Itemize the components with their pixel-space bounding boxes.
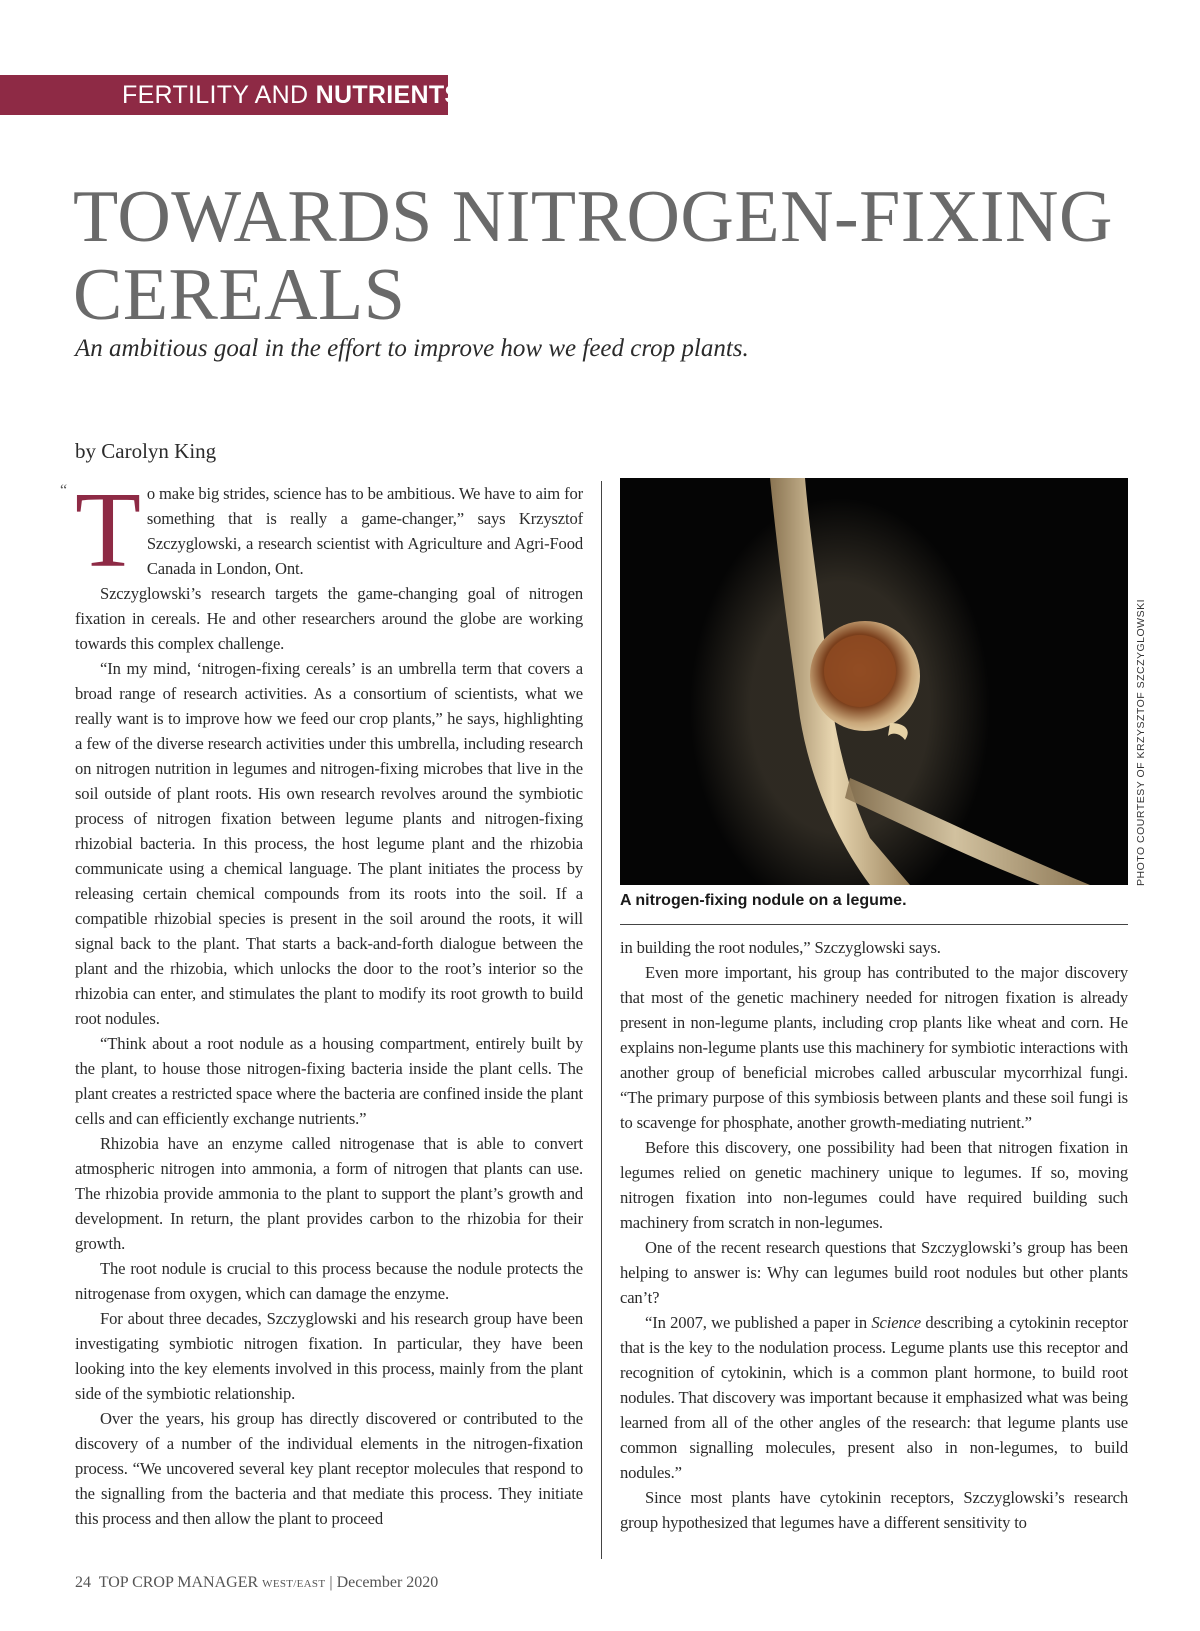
photo-caption: A nitrogen-fixing nodule on a legume. bbox=[620, 892, 907, 909]
body-paragraph: One of the recent research questions that Szczyglowski’s group has been helping to answer is: Why can legumes build root nodules but other plants can’t? bbox=[620, 1238, 1128, 1307]
nodule-photo bbox=[620, 478, 1128, 885]
caption-rule bbox=[620, 924, 1128, 925]
footer-separator: | bbox=[329, 1574, 333, 1591]
lead-text: o make big strides, science has to be ambitious. We have to aim for something that is really a game-changer,” says Krzysztof Szczyglowski, a research scientist with Agriculture and Agri-Food Canada in London, Ont. bbox=[146, 484, 583, 578]
magazine-name: TOP CROP MANAGER bbox=[98, 1574, 259, 1591]
body-paragraph: Even more important, his group has contributed to the major discovery that most of the genetic machinery needed for nitrogen fixation is already present in non-legume plants, including crop plants like wheat and corn. He explains non-legume plants use this machinery for symbiotic interactions with another group of beneficial microbes called arbuscular mycorrhizal fungi. “The primary purpose of this symbiosis between plants and these soil fungi is to scavenge for phosphate, another growth-mediating nutrient.” bbox=[620, 963, 1128, 1132]
edition-label: WEST/EAST bbox=[262, 1578, 326, 1590]
page-footer bbox=[75, 1574, 438, 1592]
body-paragraph: Over the years, his group has directly discovered or contributed to the discovery of a number of the individual elements in the nitrogen-fixation process. “We uncovered several key plant receptor molecules that respond to the signalling from the bacteria and that mediate this process. They initiate this process and then allow the plant to proceed bbox=[75, 1409, 583, 1528]
column-divider bbox=[601, 481, 602, 1559]
legume-root-nodule-image bbox=[620, 478, 1128, 885]
issue-date: December 2020 bbox=[336, 1574, 439, 1591]
section-label: FERTILITY AND bbox=[122, 81, 316, 109]
science-text-after: describing a cytokinin receptor that is the key to the nodulation process. Legume plants use this receptor and recognition of cytokinin, which is a common plant hormone, to build root nodules. That discovery was important because it emphasized what was being learned from all of the other angles of the research: that legume plants use common signalling molecules, present also in non-legumes, to build nodules.” bbox=[620, 1313, 1128, 1482]
body-paragraph: Rhizobia have an enzyme called nitrogenase that is able to convert atmospheric nitrogen into ammonia, a form of nitrogen that plants can use. The rhizobia provide ammonia to the plant to support the plant’s growth and development. In return, the plant provides carbon to the rhizobia for their growth. bbox=[75, 1134, 583, 1253]
journal-name: Science bbox=[871, 1313, 922, 1332]
body-paragraph: “In my mind, ‘nitrogen-fixing cereals’ is an umbrella term that covers a broad range of research activities. As a consortium of scientists, what we really want is to improve how we feed our crop plants,” he says, highlighting a few of the diverse research activities under this umbrella, including research on nitrogen nutrition in legumes and nitrogen-fixing microbes that live in the soil outside of plant roots. His own research revolves around the symbiotic process of nitrogen fixation between legume plants and nitrogen-fixing rhizobial bacteria. In this process, the host legume plant and the rhizobia communicate using a chemical language. The plant initiates the process by releasing certain chemical compounds from its roots into the soil. If a compatible rhizobial species is present in the soil around the roots, it will signal back to the plant. That starts a back-and-forth dialogue between the plant and the rhizobia, which unlocks the door to the root’s interior so the rhizobia can enter, and stimulates the plant to modify its root growth to build root nodules. bbox=[75, 659, 583, 1028]
body-paragraph: For about three decades, Szczyglowski and his research group have been investigating symbiotic nitrogen fixation. In particular, they have been looking into the key elements involved in this process, mainly from the plant side of the symbiotic relationship. bbox=[75, 1309, 583, 1403]
open-quote-mark: “ bbox=[60, 482, 68, 499]
body-paragraph: The root nodule is crucial to this process because the nodule protects the nitrogenase from oxygen, which can damage the enzyme. bbox=[75, 1259, 583, 1303]
section-label-bold: NUTRIENTS bbox=[315, 81, 462, 109]
lead-paragraph bbox=[75, 471, 583, 590]
photo-credit: PHOTO COURTESY OF KRZYSZTOF SZCZYGLOWSKI bbox=[1135, 598, 1147, 886]
right-column bbox=[620, 935, 1128, 1535]
article-title: TOWARDS NITROGEN-FIXING CEREALS bbox=[73, 176, 1113, 336]
article-subtitle: An ambitious goal in the effort to improve how we feed crop plants. bbox=[75, 335, 749, 362]
body-paragraph: Szczyglowski’s research targets the game-changing goal of nitrogen fixation in cereals. He and other researchers around the globe are working towards this complex challenge. bbox=[75, 584, 583, 653]
body-paragraph: “Think about a root nodule as a housing compartment, entirely built by the plant, to house those nitrogen-fixing bacteria inside the plant cells. The plant creates a restricted space where the bacteria are confined inside the plant cells and can efficiently exchange nutrients.” bbox=[75, 1034, 583, 1128]
body-paragraph bbox=[620, 1310, 1128, 1485]
section-banner bbox=[0, 75, 462, 115]
science-text-before: “In 2007, we published a paper in bbox=[645, 1313, 872, 1332]
drop-cap: T bbox=[75, 471, 141, 590]
body-paragraph: Since most plants have cytokinin receptors, Szczyglowski’s research group hypothesized that legumes have a different sensitivity to bbox=[620, 1488, 1128, 1532]
byline: by Carolyn King bbox=[75, 439, 217, 463]
body-paragraph: in building the root nodules,” Szczyglowski says. bbox=[620, 938, 941, 957]
body-paragraph: Before this discovery, one possibility had been that nitrogen fixation in legumes relied on genetic machinery unique to legumes. If so, moving nitrogen fixation into non-legumes could have required building such machinery from scratch in non-legumes. bbox=[620, 1138, 1128, 1232]
left-column bbox=[75, 471, 583, 1531]
page-number: 24 bbox=[75, 1574, 91, 1591]
